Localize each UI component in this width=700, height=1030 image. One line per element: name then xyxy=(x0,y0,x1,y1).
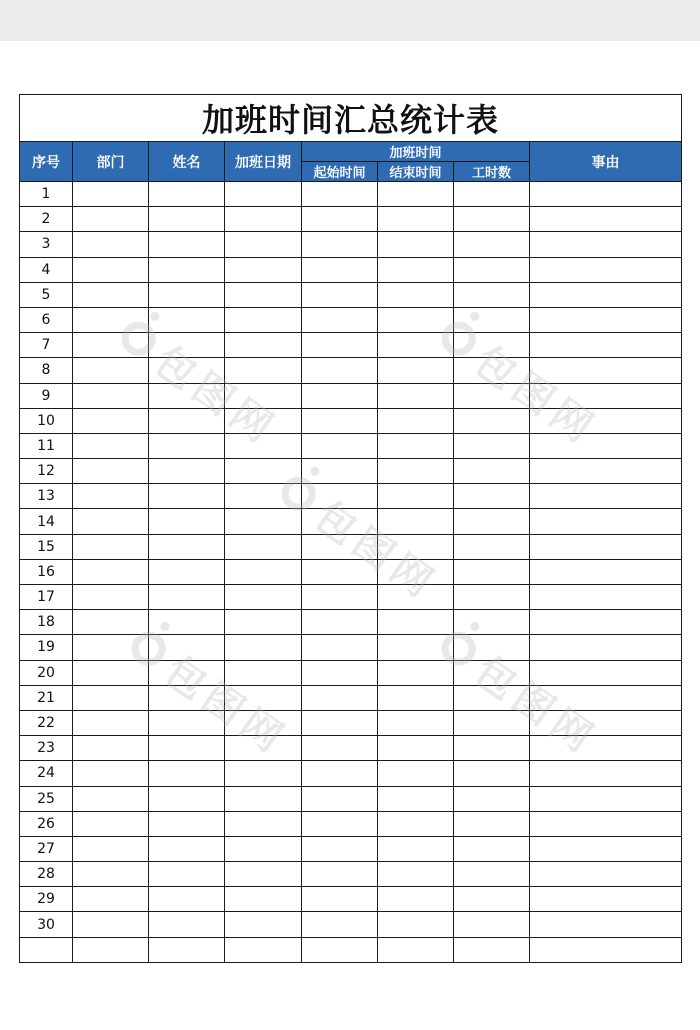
department-cell[interactable] xyxy=(73,635,149,660)
end-time-cell[interactable] xyxy=(378,635,454,660)
hours-cell[interactable] xyxy=(454,761,530,786)
table-row xyxy=(20,660,682,685)
table-row xyxy=(20,635,682,660)
start-time-cell[interactable] xyxy=(302,635,378,660)
reason-cell[interactable] xyxy=(530,408,682,433)
row-seq-cell xyxy=(20,937,73,962)
start-time-cell[interactable] xyxy=(302,660,378,685)
department-cell[interactable] xyxy=(73,710,149,735)
reason-cell[interactable] xyxy=(530,836,682,861)
hours-cell[interactable] xyxy=(454,685,530,710)
table-row xyxy=(20,559,682,584)
start-time-cell[interactable] xyxy=(302,937,378,962)
department-cell[interactable] xyxy=(73,282,149,307)
row-seq-cell: 17 xyxy=(20,585,73,610)
table-row xyxy=(20,182,682,207)
table-row xyxy=(20,585,682,610)
department-cell[interactable] xyxy=(73,182,149,207)
start-time-cell[interactable] xyxy=(302,509,378,534)
header-hours: 工时数 xyxy=(454,162,530,182)
end-time-cell[interactable] xyxy=(378,761,454,786)
table-row xyxy=(20,509,682,534)
end-time-cell[interactable] xyxy=(378,408,454,433)
table-row xyxy=(20,534,682,559)
table-row xyxy=(20,459,682,484)
start-time-cell[interactable] xyxy=(302,534,378,559)
overtime-date-cell[interactable] xyxy=(225,559,302,584)
table-row xyxy=(20,710,682,735)
end-time-cell[interactable] xyxy=(378,786,454,811)
row-seq-cell: 8 xyxy=(20,358,73,383)
overtime-date-cell[interactable] xyxy=(225,509,302,534)
overtime-date-cell[interactable] xyxy=(225,710,302,735)
end-time-cell[interactable] xyxy=(378,610,454,635)
hours-cell[interactable] xyxy=(454,207,530,232)
start-time-cell[interactable] xyxy=(302,811,378,836)
hours-cell[interactable] xyxy=(454,182,530,207)
start-time-cell[interactable] xyxy=(302,358,378,383)
start-time-cell[interactable] xyxy=(302,786,378,811)
name-cell[interactable] xyxy=(149,685,225,710)
department-cell[interactable] xyxy=(73,836,149,861)
name-cell[interactable] xyxy=(149,182,225,207)
watermark-text: 包图网 xyxy=(465,337,606,455)
reason-cell[interactable] xyxy=(530,761,682,786)
name-cell[interactable] xyxy=(149,408,225,433)
hours-cell[interactable] xyxy=(454,307,530,332)
end-time-cell[interactable] xyxy=(378,912,454,937)
name-cell[interactable] xyxy=(149,660,225,685)
table-row xyxy=(20,786,682,811)
table-row xyxy=(20,207,682,232)
reason-cell[interactable] xyxy=(530,333,682,358)
table-row xyxy=(20,333,682,358)
hours-cell[interactable] xyxy=(454,862,530,887)
reason-cell[interactable] xyxy=(530,182,682,207)
end-time-cell[interactable] xyxy=(378,585,454,610)
row-seq-cell: 19 xyxy=(20,635,73,660)
end-time-cell[interactable] xyxy=(378,358,454,383)
start-time-cell[interactable] xyxy=(302,433,378,458)
reason-cell[interactable] xyxy=(530,433,682,458)
reason-cell[interactable] xyxy=(530,710,682,735)
hours-cell[interactable] xyxy=(454,509,530,534)
end-time-cell[interactable] xyxy=(378,484,454,509)
start-time-cell[interactable] xyxy=(302,585,378,610)
hours-cell[interactable] xyxy=(454,736,530,761)
overtime-date-cell[interactable] xyxy=(225,786,302,811)
row-seq-cell: 29 xyxy=(20,887,73,912)
name-cell[interactable] xyxy=(149,862,225,887)
end-time-cell[interactable] xyxy=(378,836,454,861)
end-time-cell[interactable] xyxy=(378,736,454,761)
row-seq-cell: 9 xyxy=(20,383,73,408)
start-time-cell[interactable] xyxy=(302,710,378,735)
table-row xyxy=(20,761,682,786)
start-time-cell[interactable] xyxy=(302,559,378,584)
end-time-cell[interactable] xyxy=(378,333,454,358)
row-seq-cell: 22 xyxy=(20,710,73,735)
start-time-cell[interactable] xyxy=(302,333,378,358)
hours-cell[interactable] xyxy=(454,635,530,660)
reason-cell[interactable] xyxy=(530,509,682,534)
hours-cell[interactable] xyxy=(454,660,530,685)
name-cell[interactable] xyxy=(149,912,225,937)
reason-cell[interactable] xyxy=(530,912,682,937)
top-band xyxy=(0,0,700,41)
department-cell[interactable] xyxy=(73,459,149,484)
name-cell[interactable] xyxy=(149,257,225,282)
name-cell[interactable] xyxy=(149,635,225,660)
header-overtime-date: 加班日期 xyxy=(225,142,302,182)
reason-cell[interactable] xyxy=(530,534,682,559)
reason-cell[interactable] xyxy=(530,257,682,282)
hours-cell[interactable] xyxy=(454,534,530,559)
name-cell[interactable] xyxy=(149,509,225,534)
start-time-cell[interactable] xyxy=(302,736,378,761)
hours-cell[interactable] xyxy=(454,333,530,358)
hours-cell[interactable] xyxy=(454,257,530,282)
end-time-cell[interactable] xyxy=(378,685,454,710)
end-time-cell[interactable] xyxy=(378,307,454,332)
hours-cell[interactable] xyxy=(454,585,530,610)
overtime-date-cell[interactable] xyxy=(225,307,302,332)
start-time-cell[interactable] xyxy=(302,257,378,282)
department-cell[interactable] xyxy=(73,333,149,358)
table-row xyxy=(20,383,682,408)
department-cell[interactable] xyxy=(73,862,149,887)
start-time-cell[interactable] xyxy=(302,459,378,484)
table-row xyxy=(20,232,682,257)
name-cell[interactable] xyxy=(149,811,225,836)
end-time-cell[interactable] xyxy=(378,862,454,887)
department-cell[interactable] xyxy=(73,408,149,433)
name-cell[interactable] xyxy=(149,761,225,786)
row-seq-cell: 23 xyxy=(20,736,73,761)
reason-cell[interactable] xyxy=(530,459,682,484)
table-row xyxy=(20,484,682,509)
header-name: 姓名 xyxy=(149,142,225,182)
table-body xyxy=(20,182,682,963)
overtime-date-cell[interactable] xyxy=(225,585,302,610)
end-time-cell[interactable] xyxy=(378,433,454,458)
table-row xyxy=(20,685,682,710)
department-cell[interactable] xyxy=(73,358,149,383)
start-time-cell[interactable] xyxy=(302,484,378,509)
overtime-date-cell[interactable] xyxy=(225,736,302,761)
hours-cell[interactable] xyxy=(454,887,530,912)
table-row xyxy=(20,282,682,307)
department-cell[interactable] xyxy=(73,534,149,559)
row-seq-cell: 3 xyxy=(20,232,73,257)
start-time-cell[interactable] xyxy=(302,862,378,887)
reason-cell[interactable] xyxy=(530,307,682,332)
page-title: 加班时间汇总统计表 xyxy=(20,95,682,142)
department-cell[interactable] xyxy=(73,937,149,962)
table-row xyxy=(20,307,682,332)
name-cell[interactable] xyxy=(149,736,225,761)
name-cell[interactable] xyxy=(149,282,225,307)
hours-cell[interactable] xyxy=(454,912,530,937)
reason-cell[interactable] xyxy=(530,811,682,836)
end-time-cell[interactable] xyxy=(378,534,454,559)
department-cell[interactable] xyxy=(73,307,149,332)
department-cell[interactable] xyxy=(73,433,149,458)
overtime-date-cell[interactable] xyxy=(225,484,302,509)
row-seq-cell: 2 xyxy=(20,207,73,232)
start-time-cell[interactable] xyxy=(302,610,378,635)
overtime-date-cell[interactable] xyxy=(225,459,302,484)
overtime-date-cell[interactable] xyxy=(225,912,302,937)
overtime-date-cell[interactable] xyxy=(225,232,302,257)
reason-cell[interactable] xyxy=(530,232,682,257)
row-seq-cell: 27 xyxy=(20,836,73,861)
table-row xyxy=(20,811,682,836)
start-time-cell[interactable] xyxy=(302,207,378,232)
department-cell[interactable] xyxy=(73,912,149,937)
overtime-date-cell[interactable] xyxy=(225,862,302,887)
name-cell[interactable] xyxy=(149,484,225,509)
row-seq-cell: 10 xyxy=(20,408,73,433)
reason-cell[interactable] xyxy=(530,358,682,383)
row-seq-cell: 15 xyxy=(20,534,73,559)
table-row xyxy=(20,257,682,282)
header-start-time: 起始时间 xyxy=(302,162,378,182)
start-time-cell[interactable] xyxy=(302,307,378,332)
department-cell[interactable] xyxy=(73,761,149,786)
row-seq-cell: 30 xyxy=(20,912,73,937)
name-cell[interactable] xyxy=(149,433,225,458)
end-time-cell[interactable] xyxy=(378,182,454,207)
department-cell[interactable] xyxy=(73,660,149,685)
overtime-date-cell[interactable] xyxy=(225,685,302,710)
row-seq-cell: 1 xyxy=(20,182,73,207)
name-cell[interactable] xyxy=(149,333,225,358)
reason-cell[interactable] xyxy=(530,862,682,887)
reason-cell[interactable] xyxy=(530,585,682,610)
hours-cell[interactable] xyxy=(454,786,530,811)
row-seq-cell: 24 xyxy=(20,761,73,786)
name-cell[interactable] xyxy=(149,559,225,584)
reason-cell[interactable] xyxy=(530,887,682,912)
header-overtime-time: 加班时间 xyxy=(302,142,530,162)
reason-cell[interactable] xyxy=(530,282,682,307)
hours-cell[interactable] xyxy=(454,408,530,433)
name-cell[interactable] xyxy=(149,585,225,610)
start-time-cell[interactable] xyxy=(302,887,378,912)
start-time-cell[interactable] xyxy=(302,232,378,257)
name-cell[interactable] xyxy=(149,358,225,383)
department-cell[interactable] xyxy=(73,509,149,534)
start-time-cell[interactable] xyxy=(302,836,378,861)
table-row xyxy=(20,912,682,937)
department-cell[interactable] xyxy=(73,811,149,836)
name-cell[interactable] xyxy=(149,534,225,559)
header-reason: 事由 xyxy=(530,142,682,182)
row-seq-cell: 28 xyxy=(20,862,73,887)
reason-cell[interactable] xyxy=(530,610,682,635)
row-seq-cell: 7 xyxy=(20,333,73,358)
hours-cell[interactable] xyxy=(454,282,530,307)
start-time-cell[interactable] xyxy=(302,383,378,408)
reason-cell[interactable] xyxy=(530,207,682,232)
overtime-date-cell[interactable] xyxy=(225,182,302,207)
overtime-table xyxy=(19,94,682,963)
reason-cell[interactable] xyxy=(530,383,682,408)
overtime-date-cell[interactable] xyxy=(225,534,302,559)
start-time-cell[interactable] xyxy=(302,761,378,786)
start-time-cell[interactable] xyxy=(302,182,378,207)
end-time-cell[interactable] xyxy=(378,383,454,408)
row-seq-cell: 5 xyxy=(20,282,73,307)
watermark-text: 包图网 xyxy=(155,647,296,765)
row-seq-cell: 4 xyxy=(20,257,73,282)
name-cell[interactable] xyxy=(149,786,225,811)
overtime-date-cell[interactable] xyxy=(225,761,302,786)
reason-cell[interactable] xyxy=(530,685,682,710)
hours-cell[interactable] xyxy=(454,232,530,257)
hours-cell[interactable] xyxy=(454,937,530,962)
overtime-date-cell[interactable] xyxy=(225,408,302,433)
end-time-cell[interactable] xyxy=(378,937,454,962)
reason-cell[interactable] xyxy=(530,635,682,660)
name-cell[interactable] xyxy=(149,307,225,332)
end-time-cell[interactable] xyxy=(378,232,454,257)
overtime-date-cell[interactable] xyxy=(225,660,302,685)
hours-cell[interactable] xyxy=(454,484,530,509)
overtime-date-cell[interactable] xyxy=(225,836,302,861)
department-cell[interactable] xyxy=(73,207,149,232)
overtime-date-cell[interactable] xyxy=(225,282,302,307)
end-time-cell[interactable] xyxy=(378,660,454,685)
name-cell[interactable] xyxy=(149,383,225,408)
name-cell[interactable] xyxy=(149,459,225,484)
name-cell[interactable] xyxy=(149,232,225,257)
hours-cell[interactable] xyxy=(454,358,530,383)
table-row xyxy=(20,408,682,433)
watermark-text: 包图网 xyxy=(305,492,446,610)
department-cell[interactable] xyxy=(73,383,149,408)
row-seq-cell: 25 xyxy=(20,786,73,811)
department-cell[interactable] xyxy=(73,786,149,811)
reason-cell[interactable] xyxy=(530,786,682,811)
department-cell[interactable] xyxy=(73,610,149,635)
overtime-date-cell[interactable] xyxy=(225,383,302,408)
watermark-text: 包图网 xyxy=(465,647,606,765)
overtime-date-cell[interactable] xyxy=(225,358,302,383)
overtime-date-cell[interactable] xyxy=(225,887,302,912)
overtime-date-cell[interactable] xyxy=(225,811,302,836)
row-seq-cell: 21 xyxy=(20,685,73,710)
table-row xyxy=(20,610,682,635)
department-cell[interactable] xyxy=(73,257,149,282)
hours-cell[interactable] xyxy=(454,836,530,861)
start-time-cell[interactable] xyxy=(302,282,378,307)
overtime-date-cell[interactable] xyxy=(225,937,302,962)
overtime-date-cell[interactable] xyxy=(225,433,302,458)
reason-cell[interactable] xyxy=(530,736,682,761)
end-time-cell[interactable] xyxy=(378,459,454,484)
end-time-cell[interactable] xyxy=(378,811,454,836)
row-seq-cell: 20 xyxy=(20,660,73,685)
end-time-cell[interactable] xyxy=(378,207,454,232)
row-seq-cell: 6 xyxy=(20,307,73,332)
department-cell[interactable] xyxy=(73,736,149,761)
end-time-cell[interactable] xyxy=(378,710,454,735)
row-seq-cell: 16 xyxy=(20,559,73,584)
overtime-date-cell[interactable] xyxy=(225,635,302,660)
hours-cell[interactable] xyxy=(454,383,530,408)
end-time-cell[interactable] xyxy=(378,282,454,307)
reason-cell[interactable] xyxy=(530,660,682,685)
header-seq: 序号 xyxy=(20,142,73,182)
row-seq-cell: 12 xyxy=(20,459,73,484)
header-department: 部门 xyxy=(73,142,149,182)
end-time-cell[interactable] xyxy=(378,559,454,584)
table-row xyxy=(20,433,682,458)
row-seq-cell: 11 xyxy=(20,433,73,458)
department-cell[interactable] xyxy=(73,585,149,610)
row-seq-cell: 13 xyxy=(20,484,73,509)
start-time-cell[interactable] xyxy=(302,685,378,710)
table-row xyxy=(20,836,682,861)
start-time-cell[interactable] xyxy=(302,912,378,937)
end-time-cell[interactable] xyxy=(378,257,454,282)
table-row xyxy=(20,937,682,962)
overtime-date-cell[interactable] xyxy=(225,207,302,232)
hours-cell[interactable] xyxy=(454,459,530,484)
hours-cell[interactable] xyxy=(454,811,530,836)
row-seq-cell: 18 xyxy=(20,610,73,635)
department-cell[interactable] xyxy=(73,559,149,584)
name-cell[interactable] xyxy=(149,610,225,635)
department-cell[interactable] xyxy=(73,232,149,257)
overtime-date-cell[interactable] xyxy=(225,257,302,282)
name-cell[interactable] xyxy=(149,937,225,962)
reason-cell[interactable] xyxy=(530,559,682,584)
hours-cell[interactable] xyxy=(454,710,530,735)
start-time-cell[interactable] xyxy=(302,408,378,433)
name-cell[interactable] xyxy=(149,836,225,861)
name-cell[interactable] xyxy=(149,887,225,912)
department-cell[interactable] xyxy=(73,887,149,912)
header-end-time: 结束时间 xyxy=(378,162,454,182)
overtime-date-cell[interactable] xyxy=(225,333,302,358)
table-row xyxy=(20,358,682,383)
watermark-text: 包图网 xyxy=(145,337,286,455)
table-row xyxy=(20,887,682,912)
name-cell[interactable] xyxy=(149,207,225,232)
hours-cell[interactable] xyxy=(454,610,530,635)
reason-cell[interactable] xyxy=(530,937,682,962)
department-cell[interactable] xyxy=(73,484,149,509)
end-time-cell[interactable] xyxy=(378,887,454,912)
table-row xyxy=(20,862,682,887)
hours-cell[interactable] xyxy=(454,433,530,458)
table-row xyxy=(20,736,682,761)
name-cell[interactable] xyxy=(149,710,225,735)
row-seq-cell: 14 xyxy=(20,509,73,534)
department-cell[interactable] xyxy=(73,685,149,710)
hours-cell[interactable] xyxy=(454,559,530,584)
reason-cell[interactable] xyxy=(530,484,682,509)
row-seq-cell: 26 xyxy=(20,811,73,836)
end-time-cell[interactable] xyxy=(378,509,454,534)
overtime-date-cell[interactable] xyxy=(225,610,302,635)
